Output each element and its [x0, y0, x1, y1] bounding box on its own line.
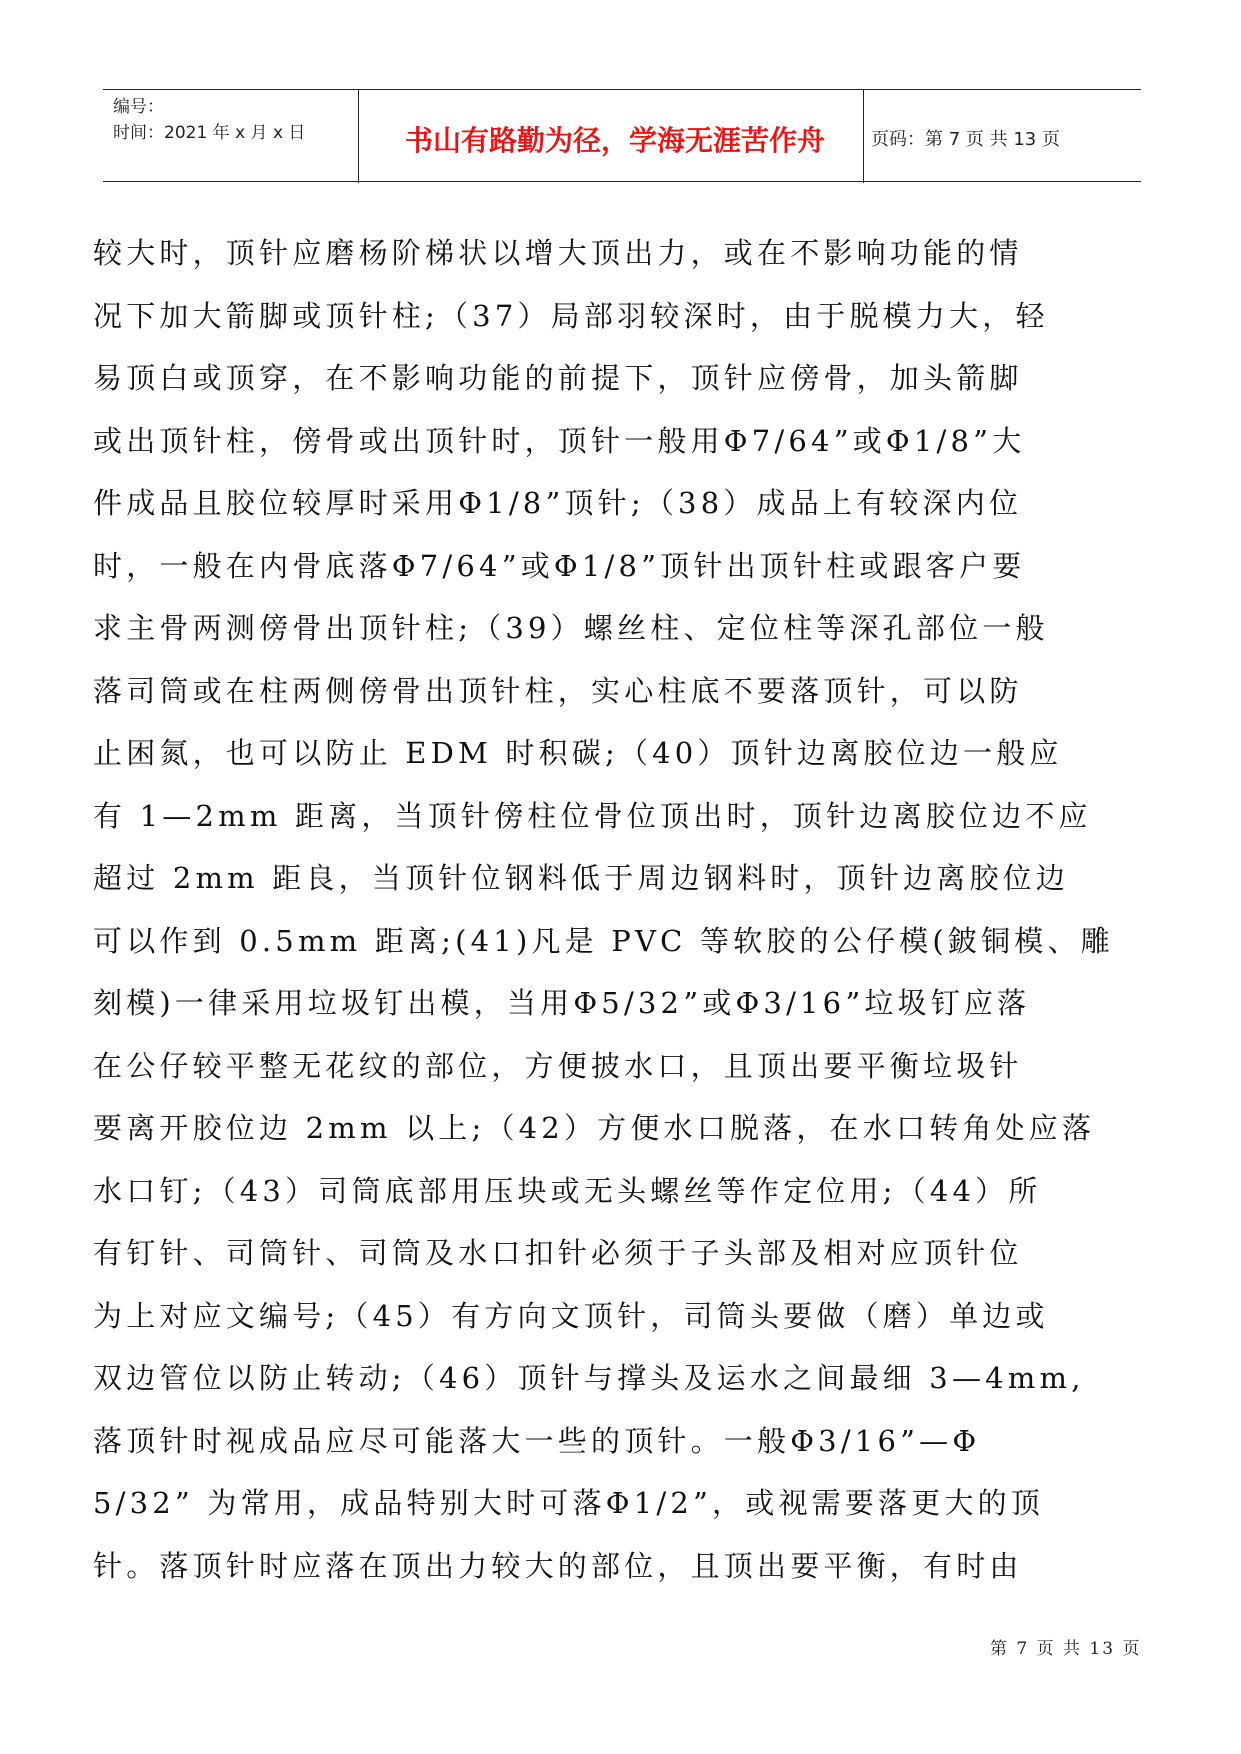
header-motto: 书山有路勤为径，学海无涯苦作舟 [404, 124, 825, 157]
time-label: 时间：2021 年 x 月 x 日 [113, 123, 306, 143]
text-line: 可以作到 0.5mm 距离;(41)凡是 PVC 等软胶的公仔模(鈹铜模、雕 [93, 923, 1114, 958]
text-line: 在公仔较平整无花纹的部位，方便披水口，且顶出要平衡垃圾针 [93, 1048, 1023, 1083]
page-footer: 第 7 页 共 13 页 [990, 1639, 1142, 1659]
text-line: 超过 2mm 距良，当顶针位钢料低于周边钢料时，顶针边离胶位边 [93, 861, 1070, 895]
text-line: 有钉针、司筒针、司筒及水口扣针必须于子头部及相对应顶针位 [93, 1236, 1023, 1270]
header-divider-right [863, 89, 864, 183]
text-line: 况下加大箭脚或顶针柱;（37）局部羽较深时，由于脱模力大，轻 [93, 298, 1049, 333]
text-line: 较大时，顶针应磨杨阶梯状以增大顶出力，或在不影响功能的情 [93, 236, 1023, 270]
text-line: 或出顶针柱，傍骨或出顶针时，顶针一般用Φ7/64”或Φ1/8”大 [93, 423, 1026, 458]
text-line: 落司筒或在柱两侧傍骨出顶针柱，实心柱底不要落顶针，可以防 [93, 673, 1023, 708]
text-line: 件成品且胶位较厚时采用Φ1/8”顶针;（38）成品上有较深内位 [93, 486, 1023, 520]
text-line: 时，一般在内骨底落Φ7/64”或Φ1/8”顶针出顶针柱或跟客户要 [93, 548, 1026, 583]
text-line: 易顶白或顶穿，在不影响功能的前提下，顶针应傍骨，加头箭脚 [93, 361, 1023, 395]
text-line: 有 1—2mm 距离，当顶针傍柱位骨位顶出时，顶针边离胶位边不应 [93, 798, 1092, 833]
text-line: 针。落顶针时应落在顶出力较大的部位，且顶出要平衡，有时由 [93, 1548, 1023, 1583]
text-line: 为上对应文编号;（45）有方向文顶针，司筒头要做（磨）单边或 [93, 1298, 1049, 1333]
text-line: 刻模)一律采用垃圾钉出模，当用Φ5/32”或Φ3/16”垃圾钉应落 [93, 986, 1031, 1020]
header-page-number: 页码：第 7 页 共 13 页 [871, 129, 1060, 150]
text-line: 止困氮，也可以防止 EDM 时积碳;（40）顶针边离胶位边一般应 [93, 736, 1063, 770]
text-line: 落顶针时视成品应尽可能落大一些的顶针。一般Φ3/16”—Φ [93, 1423, 981, 1458]
text-line: 求主骨两测傍骨出顶针柱;（39）螺丝柱、定位柱等深孔部位一般 [93, 611, 1049, 645]
text-line: 要离开胶位边 2mm 以上;（42）方便水口脱落，在水口转角处应落 [93, 1111, 1096, 1145]
page-header [103, 89, 1141, 183]
serial-label: 编号： [113, 97, 164, 117]
text-line: 双边管位以防止转动;（46）顶针与撑头及运水之间最细 3—4mm, [93, 1361, 1085, 1395]
text-line: 5/32” 为常用，成品特别大时可落Φ1/2”，或视需要落更大的顶 [93, 1486, 1045, 1520]
body-text [93, 222, 1135, 1597]
header-divider-left [358, 89, 359, 183]
header-top-rule [103, 89, 1141, 90]
text-line: 水口钉;（43）司筒底部用压块或无头螺丝等作定位用;（44）所 [93, 1173, 1042, 1208]
header-bottom-rule [103, 181, 1141, 182]
header-meta [113, 94, 305, 146]
